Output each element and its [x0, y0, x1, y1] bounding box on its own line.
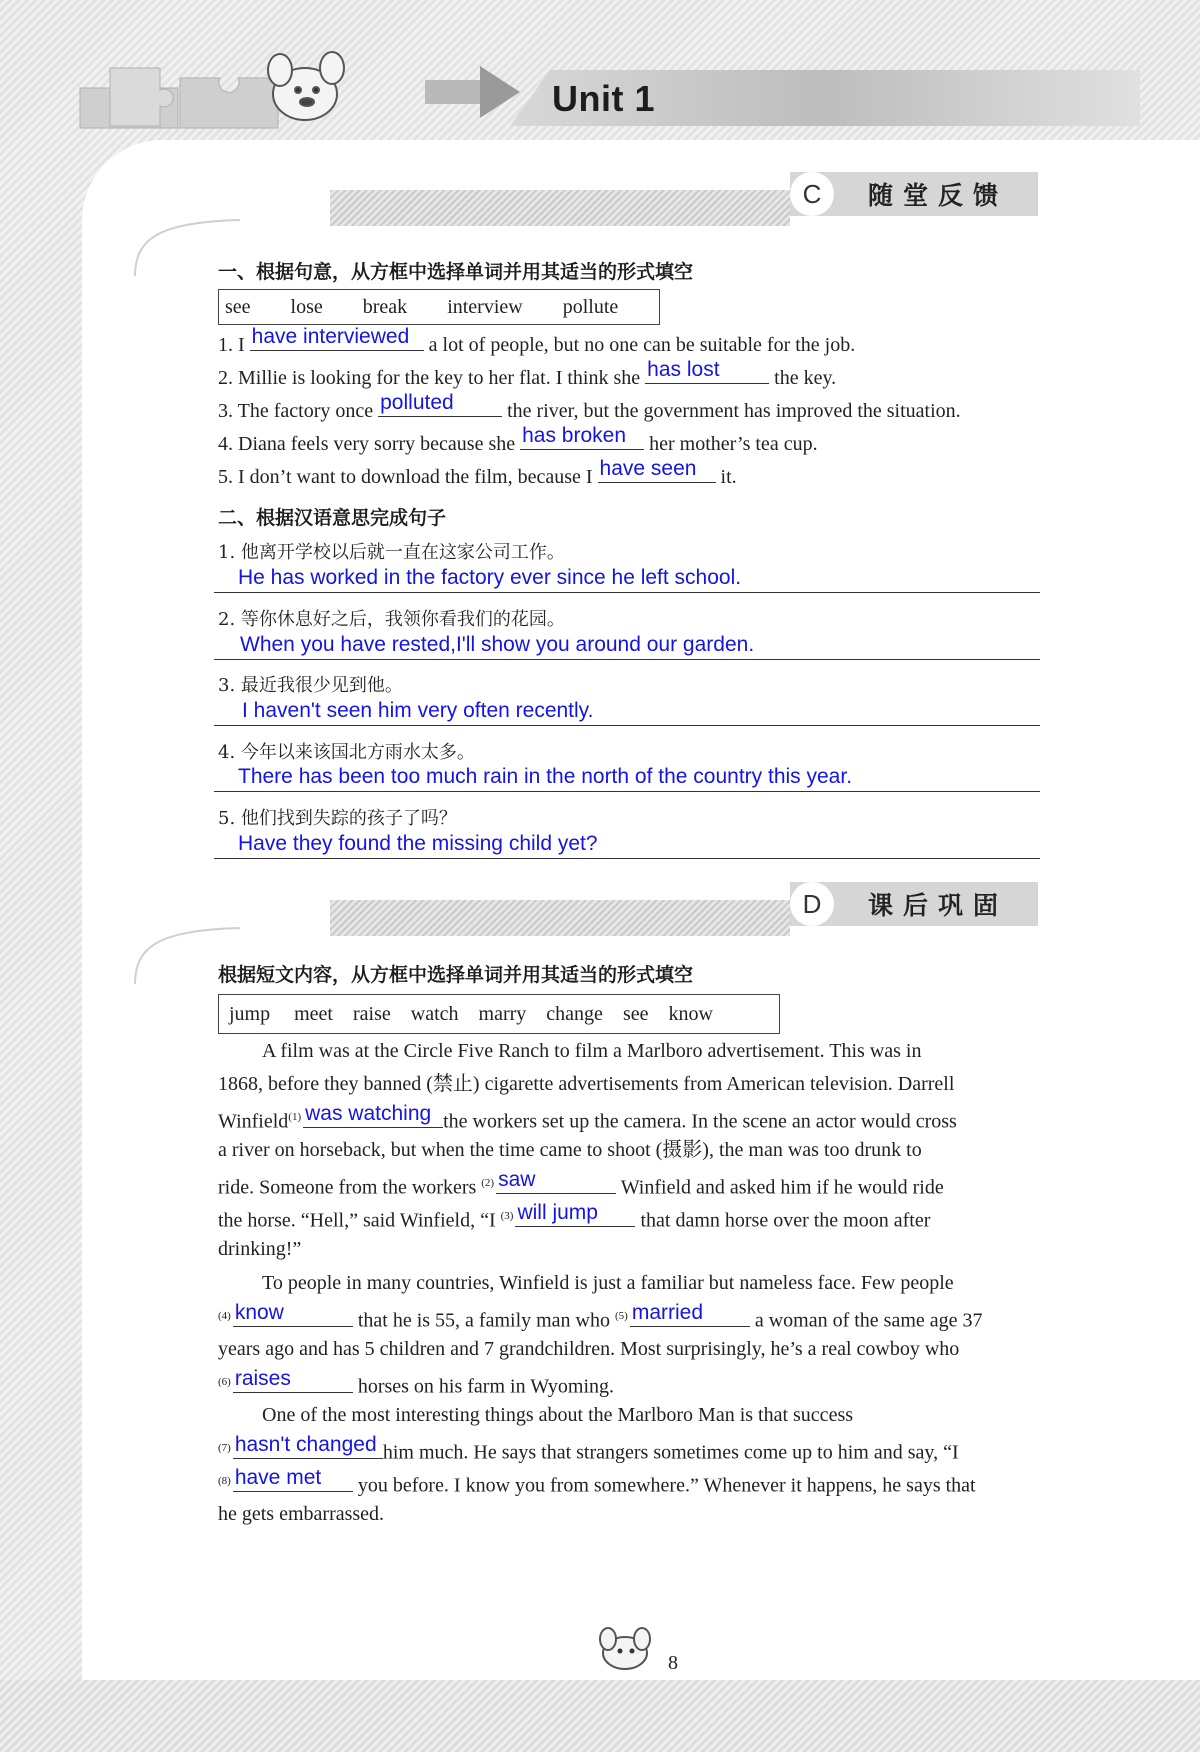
part2-answer-line-3[interactable]	[214, 697, 1040, 726]
part2-question-2: 2. 等你休息好之后，我领你看我们的花园。	[218, 609, 565, 630]
answer-blank[interactable]	[233, 1432, 383, 1459]
handwritten-answer: has broken	[522, 424, 627, 447]
part2-answer-line-5[interactable]	[214, 830, 1040, 859]
puzzle-mascot-decoration	[70, 48, 370, 138]
handwritten-answer: polluted	[380, 391, 454, 414]
part1-instruction: 一、根据句意，从方框中选择单词并用其适当的形式填空	[218, 261, 694, 283]
passage-line: To people in many countries, Winfield is just a familiar but nameless face. Few people	[262, 1272, 954, 1294]
section-c-title: 随堂反馈	[868, 181, 1009, 210]
answer-blank[interactable]	[233, 1465, 353, 1492]
part2-answer-line-2[interactable]	[214, 631, 1040, 660]
part1-item-4: 4. Diana feels very sorry because she has broken her mother’s tea cup.	[218, 424, 818, 455]
part1-item-1: 1. I have interviewed a lot of people, but no one can be suitable for the job.	[218, 325, 856, 356]
part1-item-2: 2. Millie is looking for the key to her flat. I think she has lost the key.	[218, 358, 837, 389]
bottom-band	[0, 1680, 1200, 1752]
mascot-footer-icon	[590, 1625, 660, 1675]
blank-number: (3)	[500, 1210, 514, 1222]
handwritten-answer: There has been too much rain in the north of the country this year.	[238, 765, 853, 788]
handwritten-answer: married	[631, 1300, 704, 1324]
section-c-bar	[330, 190, 790, 226]
part2-answer-line-1[interactable]	[214, 564, 1040, 593]
passage-line: ride. Someone from the workers $^{(2)}$ saw Winfield and asked him if he would ride	[218, 1167, 944, 1199]
word-box-item: change	[546, 1002, 603, 1025]
word-box-item: see	[622, 1002, 649, 1025]
section-d-letter: D	[790, 882, 834, 926]
handwritten-answer: hasn't changed	[234, 1432, 377, 1456]
answer-blank[interactable]	[378, 391, 502, 417]
section-d-instruction: 根据短文内容，从方框中选择单词并用其适当的形式填空	[218, 964, 694, 986]
word-box-item: raise	[353, 1002, 391, 1025]
part1-item-3: 3. The factory once polluted the river, but the government has improved the situation.	[218, 391, 961, 422]
handwritten-answer: has lost	[647, 358, 720, 381]
part2-question-1: 1. 他离开学校以后就一直在这家公司工作。	[218, 542, 565, 563]
blank-number: (7)	[218, 1442, 231, 1454]
word-box-item: jump	[229, 1002, 271, 1025]
word-box-item: see	[225, 295, 251, 318]
answer-blank[interactable]	[630, 1300, 750, 1327]
word-box-item: meet	[294, 1002, 333, 1025]
unit-title: Unit 1	[552, 78, 656, 119]
section-d-word-box	[218, 994, 780, 1034]
answer-blank[interactable]	[250, 325, 424, 351]
passage-line: drinking!”	[218, 1238, 302, 1260]
handwritten-answer: was watching	[305, 1101, 432, 1125]
blank-number: (8)	[218, 1475, 231, 1487]
part2-answer-line-4[interactable]	[214, 763, 1040, 792]
answer-blank[interactable]	[496, 1167, 616, 1194]
passage-line: One of the most interesting things about the Marlboro Man is that success	[262, 1404, 854, 1426]
answer-blank[interactable]	[303, 1101, 443, 1128]
passage-line: $^{(8)}$ have met you before. I know you from somewhere.” Whenever it happens, he says that	[218, 1465, 976, 1497]
answer-blank[interactable]	[515, 1200, 635, 1227]
handwritten-answer: have interviewed	[251, 325, 410, 348]
handwritten-answer: have seen	[599, 457, 697, 480]
passage-line: A film was at the Circle Five Ranch to film a Marlboro advertisement. This was in	[262, 1040, 922, 1062]
handwritten-answer: saw	[498, 1167, 536, 1191]
answer-blank[interactable]	[520, 424, 644, 450]
passage-line: 1868, before they banned (禁止) cigarette advertisements from American television. Darrell	[218, 1073, 955, 1095]
word-box-item: lose	[290, 295, 323, 318]
passage-line: a river on horseback, but when the time came to shoot (摄影), the man was too drunk to	[218, 1139, 922, 1161]
section-c-letter: C	[790, 172, 834, 216]
word-box-item: break	[362, 295, 408, 318]
arrow-decoration-icon	[425, 62, 525, 122]
passage-line: the horse. “Hell,” said Winfield, “I $^{(3)}$ will jump that damn horse over the moon after	[218, 1200, 931, 1232]
word-box-item: interview	[447, 295, 523, 318]
passage-line: Winfield$^{(1)}$ was watching the workers set up the camera. In the scene an actor would cross	[218, 1101, 957, 1133]
section-d-header	[790, 882, 1038, 926]
handwritten-answer: He has worked in the factory ever since he left school.	[238, 566, 742, 589]
part2-question-4: 4. 今年以来该国北方雨水太多。	[218, 742, 475, 763]
answer-blank[interactable]	[645, 358, 769, 384]
blank-number: (5)	[615, 1310, 628, 1322]
answer-blank[interactable]	[233, 1366, 353, 1393]
handwritten-answer: will jump	[517, 1200, 598, 1224]
page-number: 8	[668, 1652, 678, 1674]
passage-line: years ago and has 5 children and 7 grandchildren. Most surprisingly, he’s a real cowboy who	[218, 1338, 960, 1360]
part2-question-5: 5. 他们找到失踪的孩子了吗？	[218, 808, 457, 829]
blank-number: (4)	[218, 1310, 231, 1322]
part2-instruction: 二、根据汉语意思完成句子	[218, 507, 447, 529]
section-d-bar	[330, 900, 790, 936]
handwritten-answer: raises	[234, 1366, 291, 1390]
dog-mascot-icon	[268, 52, 344, 120]
blank-number: (2)	[481, 1177, 495, 1189]
answer-blank[interactable]	[598, 457, 716, 483]
passage-line: he gets embarrassed.	[218, 1503, 385, 1525]
word-box-item: pollute	[562, 295, 619, 318]
blank-number: (1)	[288, 1111, 302, 1123]
handwritten-answer: have met	[234, 1465, 322, 1489]
answer-blank[interactable]	[233, 1300, 353, 1327]
section-c-header	[790, 172, 1038, 216]
word-box-item: marry	[478, 1002, 527, 1025]
part2-question-3: 3. 最近我很少见到他。	[218, 675, 403, 696]
passage-line: $^{(4)}$ know that he is 55, a family man who $^{(5)}$ married a woman of the same age 37	[218, 1300, 983, 1332]
word-box-item: watch	[410, 1002, 459, 1025]
section-d-title: 课后巩固	[868, 891, 1009, 920]
word-box-item: know	[668, 1002, 713, 1025]
handwritten-answer: I haven't seen him very often recently.	[242, 699, 594, 722]
blank-number: (6)	[218, 1376, 231, 1388]
part1-item-5: 5. I don’t want to download the film, because I have seen it.	[218, 457, 737, 488]
handwritten-answer: When you have rested,I'll show you around our garden.	[240, 633, 755, 656]
handwritten-answer: Have they found the missing child yet?	[238, 832, 598, 855]
passage-line: $^{(6)}$ raises horses on his farm in Wyoming.	[218, 1366, 615, 1398]
passage-line: $^{(7)}$ hasn't changed him much. He says that strangers sometimes come up to him and say, “I	[218, 1432, 959, 1464]
part1-word-box	[218, 289, 660, 325]
handwritten-answer: know	[234, 1300, 284, 1324]
